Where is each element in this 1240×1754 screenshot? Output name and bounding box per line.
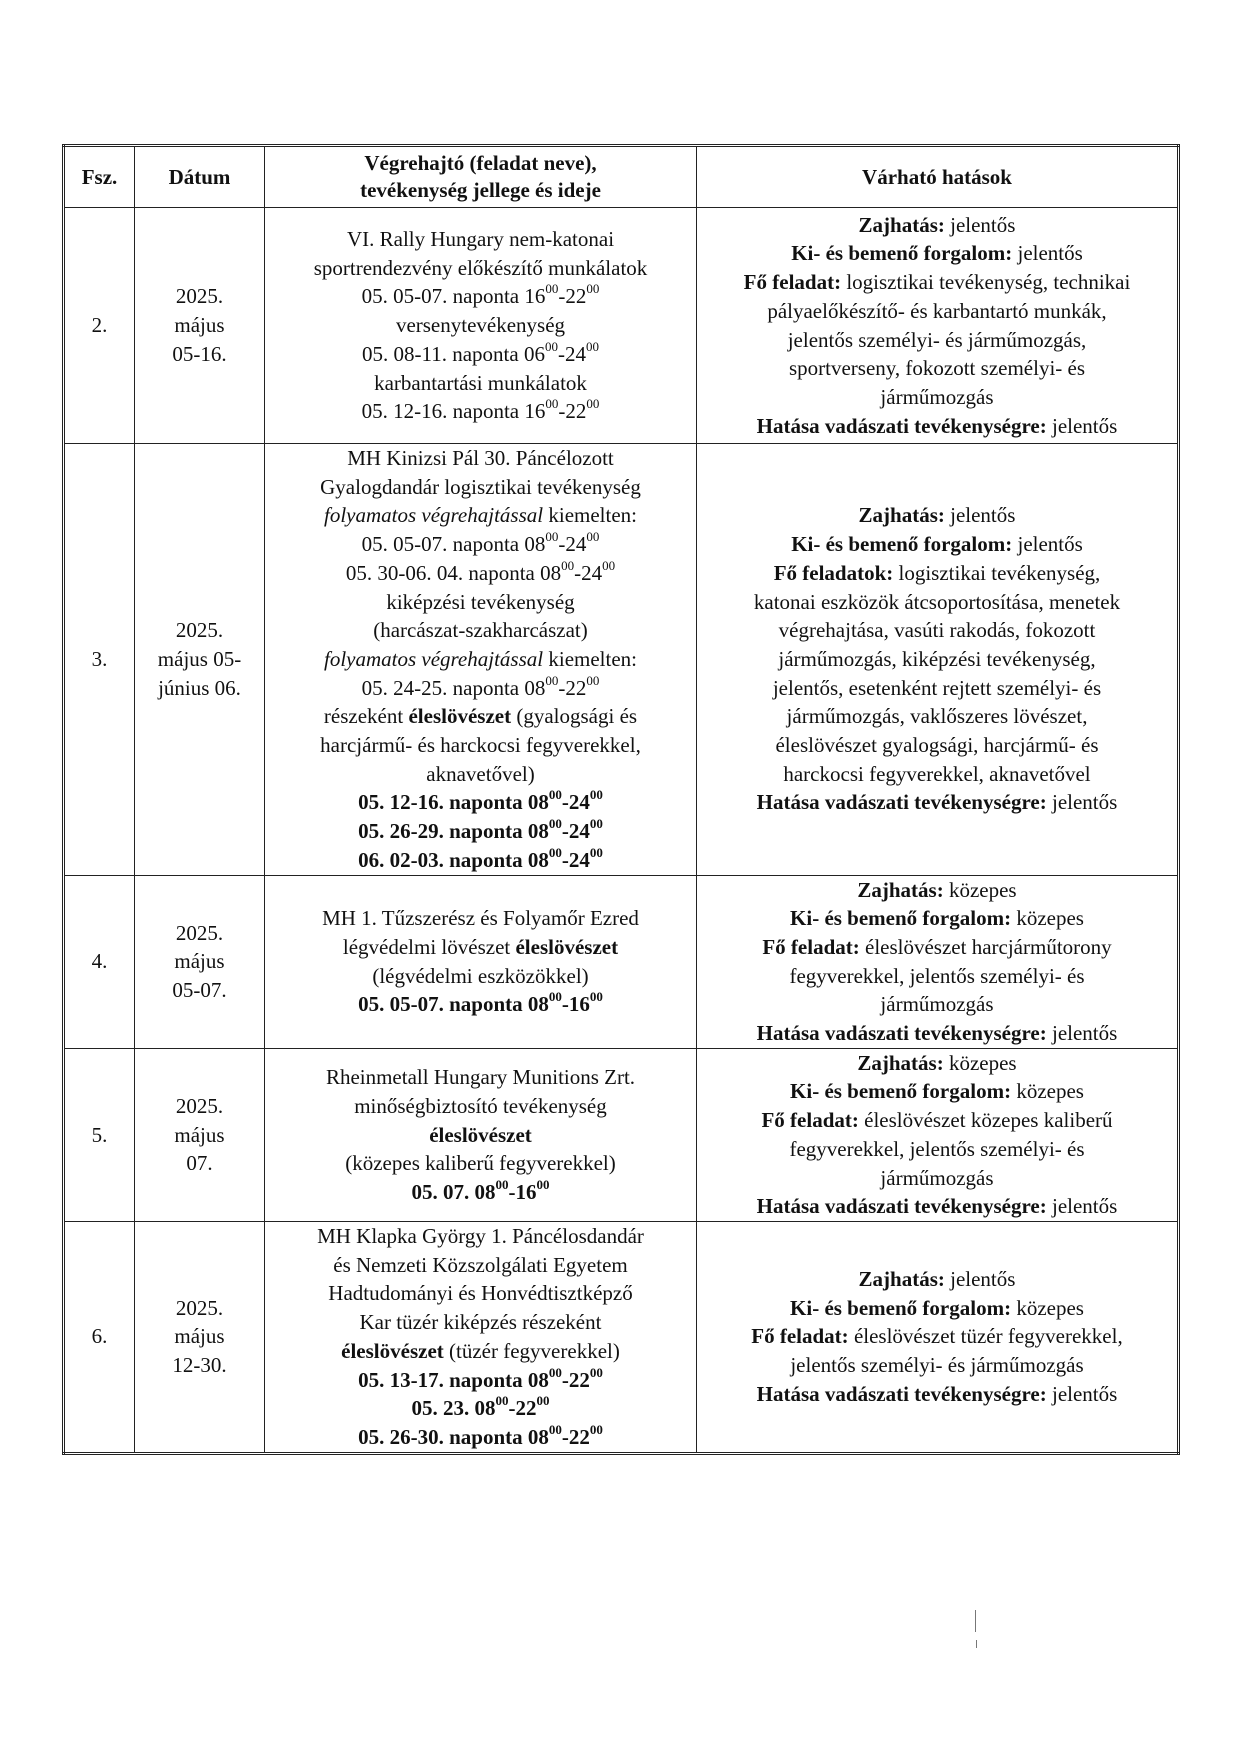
- exec-line: versenytevékenység: [395, 313, 566, 338]
- effect-line: járműmozgás, vaklőszeres lövészet,: [786, 704, 1088, 729]
- effect-line: fegyverekkel, jelentős személyi- és: [789, 1136, 1085, 1161]
- effect-line: Hatása vadászati tevékenységre: jelentős: [756, 1381, 1118, 1406]
- row-executor: [265, 444, 697, 876]
- exec-line: légvédelmi lövészet éleslövészet: [342, 934, 619, 959]
- effect-line: Fő feladat: logisztikai tevékenység, technikai: [743, 270, 1131, 295]
- effect-line: jelentős személyi- és járműmozgás,: [787, 327, 1087, 352]
- header-vegrehajto-line-1: Végrehajtó (feladat neve),: [364, 151, 597, 175]
- date-line: 12-30.: [172, 1353, 227, 1378]
- effect-line: jelentős, esetenként rejtett személyi- és: [772, 675, 1102, 700]
- effect-line: Zajhatás: jelentős: [858, 503, 1016, 528]
- date-line: 2025.: [175, 284, 224, 309]
- exec-line: éleslövészet: [429, 1122, 532, 1147]
- date-line: május: [174, 1122, 225, 1147]
- header-hatasok: Várható hatások: [697, 146, 1179, 208]
- effect-line: járműmozgás, kiképzési tevékenység,: [778, 646, 1096, 671]
- exec-line: folyamatos végrehajtással kiemelten:: [323, 503, 637, 528]
- exec-time-line: 06. 02-03. naponta $08^{00}-24^{00}$: [358, 844, 603, 872]
- schedule-table: [62, 144, 1180, 1455]
- effect-line: Zajhatás: közepes: [857, 1050, 1017, 1075]
- date-line: 2025.: [175, 1295, 224, 1320]
- exec-line: MH Kinizsi Pál 30. Páncélozott: [347, 446, 614, 470]
- exec-line: kiképzési tevékenység: [386, 589, 575, 614]
- row-number: 6.: [64, 1221, 135, 1453]
- row-effects: [697, 1048, 1179, 1221]
- effect-line: Ki- és bemenő forgalom: jelentős: [791, 241, 1083, 266]
- date-line: 05-07.: [172, 978, 227, 1002]
- exec-time-line: 05. 30-06. 04. naponta $08^{00}-24^{00}$: [345, 557, 616, 585]
- effect-line: jelentős személyi- és járműmozgás: [790, 1353, 1084, 1378]
- exec-time-line: 05. 07. $08^{00}-16^{00}$: [411, 1176, 550, 1204]
- exec-line: aknavetővel): [426, 761, 535, 786]
- row-date: [135, 208, 265, 444]
- table-row: [64, 875, 1179, 1048]
- exec-line: részeként éleslövészet (gyalogsági és: [323, 704, 638, 729]
- exec-line: karbantartási munkálatok: [374, 370, 587, 395]
- row-effects: [697, 444, 1179, 876]
- header-vegrehajto: [265, 146, 697, 208]
- table-row: [64, 444, 1179, 876]
- effect-line: Fő feladat: éleslövészet harcjárműtorony: [762, 934, 1112, 959]
- row-number: 3.: [64, 444, 135, 876]
- row-executor: [265, 1221, 697, 1453]
- date-line: május: [174, 313, 225, 338]
- effect-line: Ki- és bemenő forgalom: közepes: [790, 1295, 1084, 1320]
- exec-line: (közepes kaliberű fegyverekkel): [345, 1151, 616, 1176]
- effect-line: pályaelőkészítő- és karbantartó munkák,: [767, 298, 1107, 323]
- effect-line: járműmozgás: [880, 1165, 994, 1190]
- row-number: 2.: [64, 208, 135, 444]
- row-number: 4.: [64, 875, 135, 1048]
- exec-time-line: 05. 08-11. naponta $06^{00}-24^{00}$: [362, 338, 599, 366]
- exec-line: (légvédelmi eszközökkel): [372, 963, 589, 988]
- exec-line: Kar tüzér kiképzés részeként: [359, 1310, 602, 1335]
- row-date: [135, 875, 265, 1048]
- exec-time-line: 05. 26-29. naponta $08^{00}-24^{00}$: [358, 816, 603, 844]
- table-header-row: [64, 146, 1179, 208]
- effect-line: sportverseny, fokozott személyi- és: [788, 356, 1086, 381]
- effect-line: Zajhatás: közepes: [857, 877, 1017, 902]
- exec-time-line: 05. 23. $08^{00}-22^{00}$: [411, 1393, 550, 1421]
- exec-line: Rheinmetall Hungary Munitions Zrt.: [325, 1065, 636, 1090]
- date-line: május: [174, 949, 225, 974]
- date-line: 2025.: [175, 920, 224, 945]
- effect-line: Ki- és bemenő forgalom: jelentős: [791, 532, 1083, 557]
- date-line: május: [174, 1324, 225, 1349]
- header-fsz: Fsz.: [64, 146, 135, 208]
- exec-line: (harcászat-szakharcászat): [373, 618, 588, 643]
- row-executor: [265, 208, 697, 444]
- effect-line: fegyverekkel, jelentős személyi- és: [789, 963, 1085, 988]
- row-effects: [697, 1221, 1179, 1453]
- effect-line: Fő feladat: éleslövészet tüzér fegyverekkel,: [751, 1324, 1123, 1349]
- header-datum: Dátum: [135, 146, 265, 208]
- row-date: [135, 1048, 265, 1221]
- effect-line: Ki- és bemenő forgalom: közepes: [790, 1079, 1084, 1104]
- table-row: [64, 1048, 1179, 1221]
- table-row: [64, 208, 1179, 444]
- row-date: [135, 444, 265, 876]
- exec-line: és Nemzeti Közszolgálati Egyetem: [333, 1252, 628, 1277]
- exec-time-line: 05. 26-30. naponta $08^{00}-22^{00}$: [358, 1421, 603, 1449]
- exec-line: folyamatos végrehajtással kiemelten:: [323, 646, 637, 671]
- effect-line: Zajhatás: jelentős: [858, 1267, 1016, 1292]
- date-line: május 05-: [157, 646, 242, 671]
- row-executor: [265, 875, 697, 1048]
- exec-line: sportrendezvény előkészítő munkálatok: [313, 255, 648, 280]
- exec-line: minőségbiztosító tevékenység: [354, 1093, 607, 1118]
- scan-mark: [975, 1610, 976, 1632]
- effect-line: Hatása vadászati tevékenységre: jelentős: [756, 790, 1118, 815]
- exec-line: éleslövészet (tüzér fegyverekkel): [341, 1338, 620, 1363]
- row-date: [135, 1221, 265, 1453]
- exec-time-line: 05. 13-17. naponta $08^{00}-22^{00}$: [358, 1364, 603, 1392]
- row-effects: [697, 208, 1179, 444]
- effect-line: végrehajtása, vasúti rakodás, fokozott: [778, 618, 1096, 643]
- effect-line: Zajhatás: jelentős: [858, 212, 1016, 237]
- exec-time-line: 05. 12-16. naponta $08^{00}-24^{00}$: [358, 787, 603, 815]
- date-line: 05-16.: [172, 341, 227, 366]
- table-row: [64, 1221, 1179, 1453]
- exec-time-line: 05. 12-16. naponta $16^{00}-22^{00}$: [361, 396, 600, 424]
- exec-line: Gyalogdandár logisztikai tevékenység: [320, 474, 641, 499]
- effect-line: Ki- és bemenő forgalom: közepes: [790, 906, 1084, 931]
- effect-line: éleslövészet gyalogsági, harcjármű- és: [775, 733, 1099, 758]
- effect-line: Hatása vadászati tevékenységre: jelentős: [756, 1194, 1118, 1219]
- exec-time-line: 05. 05-07. naponta $08^{00}-24^{00}$: [361, 529, 600, 557]
- exec-line: MH Klapka György 1. Páncélosdandár: [317, 1223, 644, 1248]
- exec-time-line: 05. 05-07. naponta $16^{00}-22^{00}$: [361, 281, 600, 309]
- exec-line: VI. Rally Hungary nem-katonai: [346, 227, 615, 252]
- exec-time-line: 05. 05-07. naponta $08^{00}-16^{00}$: [358, 989, 603, 1017]
- effect-line: harckocsi fegyverekkel, aknavetővel: [783, 761, 1091, 786]
- exec-line: MH 1. Tűzszerész és Folyamőr Ezred: [322, 906, 639, 931]
- exec-line: harcjármű- és harckocsi fegyverekkel,: [320, 733, 641, 758]
- effect-line: járműmozgás: [880, 384, 994, 409]
- exec-line: Hadtudományi és Honvédtisztképző: [328, 1281, 633, 1306]
- scan-mark: [976, 1640, 977, 1648]
- effect-line: Fő feladat: éleslövészet közepes kaliberű: [761, 1108, 1113, 1133]
- header-vegrehajto-line-2: tevékenység jellege és ideje: [360, 178, 601, 202]
- row-executor: [265, 1048, 697, 1221]
- effect-line: katonai eszközök átcsoportosítása, menetek: [753, 589, 1121, 614]
- row-number: 5.: [64, 1048, 135, 1221]
- row-effects: [697, 875, 1179, 1048]
- exec-time-line: 05. 24-25. naponta $08^{00}-22^{00}$: [361, 672, 600, 700]
- date-line: 2025.: [175, 1093, 224, 1118]
- date-line: 07.: [186, 1151, 213, 1176]
- effect-line: járműmozgás: [880, 992, 994, 1017]
- effect-line: Hatása vadászati tevékenységre: jelentős: [756, 413, 1118, 438]
- date-line: június 06.: [158, 675, 241, 700]
- effect-line: Hatása vadászati tevékenységre: jelentős: [756, 1021, 1118, 1046]
- date-line: 2025.: [175, 618, 224, 643]
- effect-line: Fő feladatok: logisztikai tevékenység,: [773, 560, 1101, 585]
